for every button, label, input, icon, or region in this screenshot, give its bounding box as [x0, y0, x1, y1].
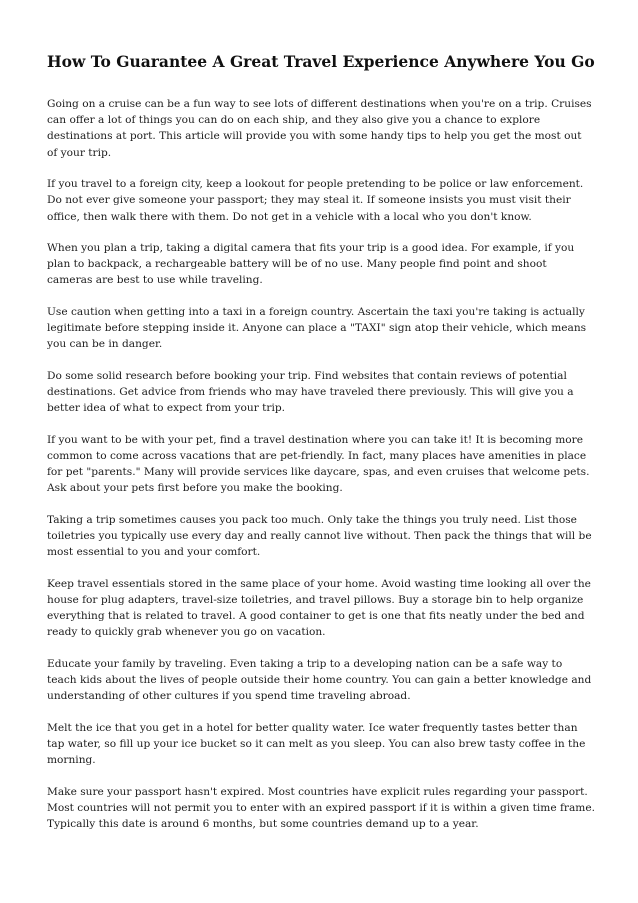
paragraph-educate-family: Educate your family by traveling. Even taking a trip to a developing nation can be a safe way to teach kids about the lives of people outside their home country. You can gain a better knowledge and understanding of other cultures if you spend time traveling abroad. [47, 657, 592, 703]
paragraph-travel-essentials: Keep travel essentials stored in the same place of your home. Avoid wasting time looking all over the house for plug adapters, travel-size toiletries, and travel pillows. Buy a storage bin to help organize everything that is related to travel. A good container to get is one that fits neatly under the bed and ready to quickly grab whenever you go on vacation. [47, 577, 591, 639]
paragraph-digital-camera: When you plan a trip, taking a digital camera that fits your trip is a good idea. For example, if you plan to backpack, a rechargeable battery will be of no use. Many people find point and shoot cameras are best to use while traveling. [47, 242, 575, 287]
document-page [47, 50, 595, 848]
paragraph-passport: Make sure your passport hasn't expired. Most countries have explicit rules regarding your passport. Most countries will not permit you to enter with an expired passport if it is within a given time frame. Typically this date is around 6 months, but some countries demand up to a year. [47, 785, 595, 831]
paragraph-research: Do some solid research before booking your trip. Find websites that contain reviews of potential destinations. Get advice from friends who may have traveled there previously. This will give you a better idea of what to expect from your trip. [47, 369, 574, 415]
paragraph-pets: If you want to be with your pet, find a travel destination where you can take it! It is becoming more common to come across vacations that are pet-friendly. In fact, many places have amenities in place for pet "parents." Many will provide services like daycare, spas, and even cruises that welcome pets. Ask about your pets first before you make the booking. [47, 433, 590, 495]
paragraph-ice-water: Melt the ice that you get in a hotel for better quality water. Ice water frequently tastes better than tap water, so fill up your ice bucket so it can melt as you sleep. You can also brew tasty coffee in the morning. [47, 721, 586, 767]
document-title: How To Guarantee A Great Travel Experience Anywhere You Go [47, 52, 595, 71]
paragraph-taxi: Use caution when getting into a taxi in a foreign country. Ascertain the taxi you're taking is actually legitimate before stepping inside it. Anyone can place a "TAXI" sign atop their vehicle, which means you can be in danger. [47, 305, 587, 351]
paragraph-packing: Taking a trip sometimes causes you pack too much. Only take the things you truly need. List those toiletries you typically use every day and really cannot live without. Then pack the things that will be most essential to you and your comfort. [47, 513, 592, 559]
paragraph-cruise-intro: Going on a cruise can be a fun way to see lots of different destinations when you're on a trip. Cruises can offer a lot of things you can do on each ship, and they also give you a chance to explore destinations at port. This article will provide you with some handy tips to help you get the most out of your trip. [47, 98, 592, 159]
paragraph-foreign-city: If you travel to a foreign city, keep a lookout for people pretending to be police or law enforcement. Do not ever give someone your passport; they may steal it. If someone insists you must visit their office, then walk there with them. Do not get in a vehicle with a local who you don't know. [47, 178, 584, 223]
